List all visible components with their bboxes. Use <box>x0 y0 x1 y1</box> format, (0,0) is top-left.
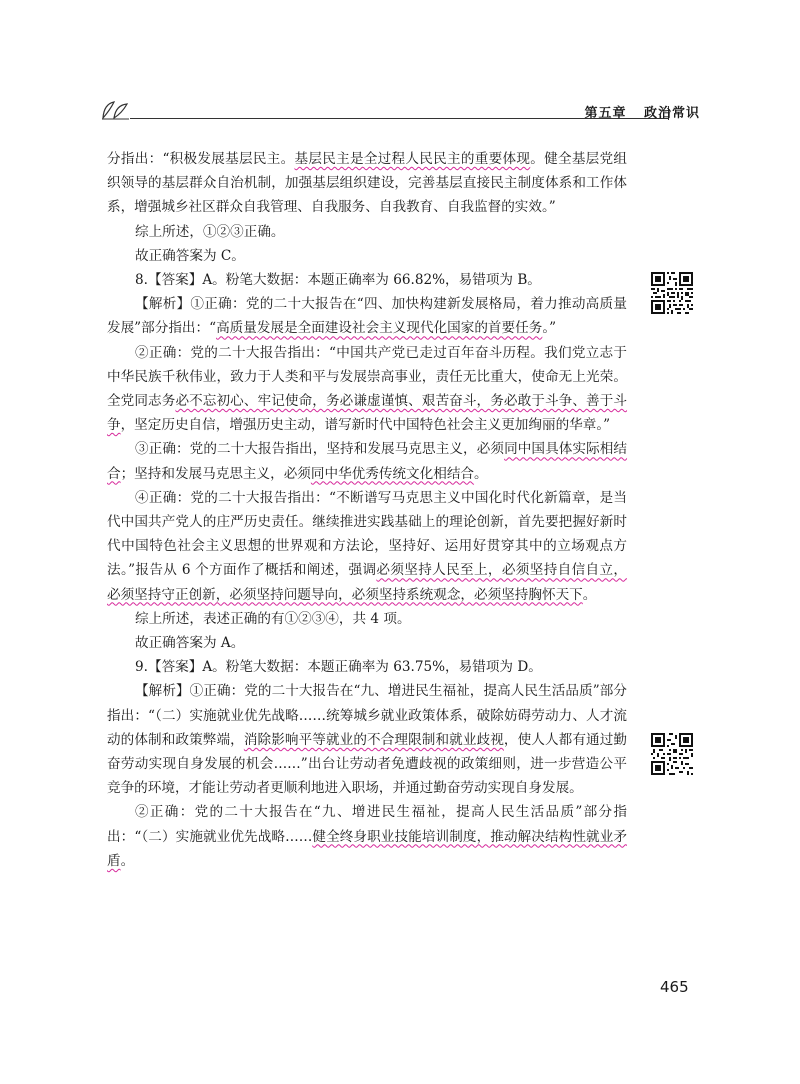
question-9-point-2: ②正确：党的二十大报告在“九、增进民生福祉，提高人民生活品质”部分指出：“（二）实施就业优先战略……健全终身职业技能培训制度，推动解决结构性就业矛盾。 <box>107 804 627 869</box>
highlight-underline: 健全终身职业技能培训制度，推动解决结构性就业矛盾 <box>107 828 627 869</box>
page-number: 465 <box>660 978 689 996</box>
question-9-answer: 9.【答案】A。粉笔大数据：本题正确率为 63.75%，易错项为 D。 <box>135 659 542 676</box>
leaf-ornament-icon <box>100 96 130 122</box>
paragraph-answer: 故正确答案为 C。 <box>135 247 245 264</box>
paragraph-summary: 综上所述，①②③正确。 <box>135 223 285 240</box>
chapter-number: 第五章 <box>584 106 627 121</box>
question-8-point-3: ③正确：党的二十大报告指出，坚持和发展马克思主义，必须同中国具体实际相结合；坚持和发展马克思主义，必须同中华优秀传统文化相结合。 <box>107 441 628 482</box>
chapter-subject: 政治常识 <box>643 106 700 121</box>
highlight-underline: 消除影响平等就业的不合理限制和就业歧视 <box>243 731 504 748</box>
chapter-title <box>584 102 700 121</box>
paragraph-continued: 分指出：“积极发展基层民主。基层民主是全过程人民民主的重要体现。健全基层党组织领导的基层群众自治机制，加强基层组织建设，完善基层直接民主制度体系和工作体系，增强城乡社区群众自我管理、自我服务、自我教育、自我监督的实效。” <box>107 151 628 216</box>
highlight-underline: 同中华优秀传统文化相结合 <box>310 465 475 482</box>
question-9-analysis: 【解析】①正确：党的二十大报告在“九、增进民生福祉，提高人民生活品质”部分指出：“（二）实施就业优先战略……统筹城乡就业政策体系，破除妨碍劳动力、人才流动的体制和政策弊端，消除影响平等就业的不合理限制和就业歧视，使人人都有通过勤奋劳动实现自身发展的机会……”出台让劳动者免遭歧视的政策细则，进一步营造公平竞争的环境，才能让劳动者更顺利地进入职场，并通过勤奋劳动实现自身发展。 <box>107 683 628 797</box>
qr-code-icon[interactable] <box>651 733 693 775</box>
question-8-point-4: ④正确：党的二十大报告指出：“不断谱写马克思主义中国化时代化新篇章，是当代中国共产党人的庄严历史责任。继续推进实践基础上的理论创新，首先要把握好新时代中国特色社会主义思想的世界观和方法论，坚持好、运用好贯穿其中的立场观点方法。”报告从 6 个方面作了概括和阐述，强调必须坚持人民至上，必须坚持自信自立，必须坚持守正创新，必须坚持问题导向，必须坚持系统观念，必须坚持胸怀天下。 <box>107 489 627 603</box>
paragraph-answer: 故正确答案为 A。 <box>135 635 245 652</box>
question-8-analysis: 【解析】①正确：党的二十大报告在“四、加快构建新发展格局，着力推动高质量发展”部分指出：“高质量发展是全面建设社会主义现代化国家的首要任务。” <box>107 296 627 337</box>
main-text <box>107 147 627 873</box>
highlight-underline: 必须坚持人民至上，必须坚持自信自立，必须坚持守正创新，必须坚持问题导向，必须坚持系统观念，必须坚持胸怀天下 <box>107 562 627 603</box>
paragraph-summary: 综上所述，表述正确的有①②③④，共 4 项。 <box>135 610 411 627</box>
running-header <box>100 96 700 126</box>
question-8-point-2: ②正确：党的二十大报告指出：“中国共产党已走过百年奋斗历程。我们党立志于中华民族千秋伟业，致力于人类和平与发展崇高事业，责任无比重大，使命无上光荣。全党同志务必不忘初心、牢记使命，务必谦虚谨慎、艰苦奋斗，务必敢于斗争、善于斗争，坚定历史自信，增强历史主动，谱写新时代中国特色社会主义更加绚丽的华章。” <box>107 344 628 434</box>
question-8-answer: 8.【答案】A。粉笔大数据：本题正确率为 66.82%，易错项为 B。 <box>135 272 541 289</box>
highlight-underline: 基层民主是全过程人民民主的重要体现 <box>294 151 531 167</box>
highlight-underline: 必不忘初心、牢记使命，务必谦虚谨慎、艰苦奋斗，务必敢于斗争、善于斗争 <box>107 393 628 434</box>
highlight-underline: 高质量发展是全面建设社会主义现代化国家的首要任务 <box>216 320 543 337</box>
highlight-underline: 同中国具体实际相结合 <box>107 441 628 482</box>
qr-code-icon[interactable] <box>651 272 693 314</box>
